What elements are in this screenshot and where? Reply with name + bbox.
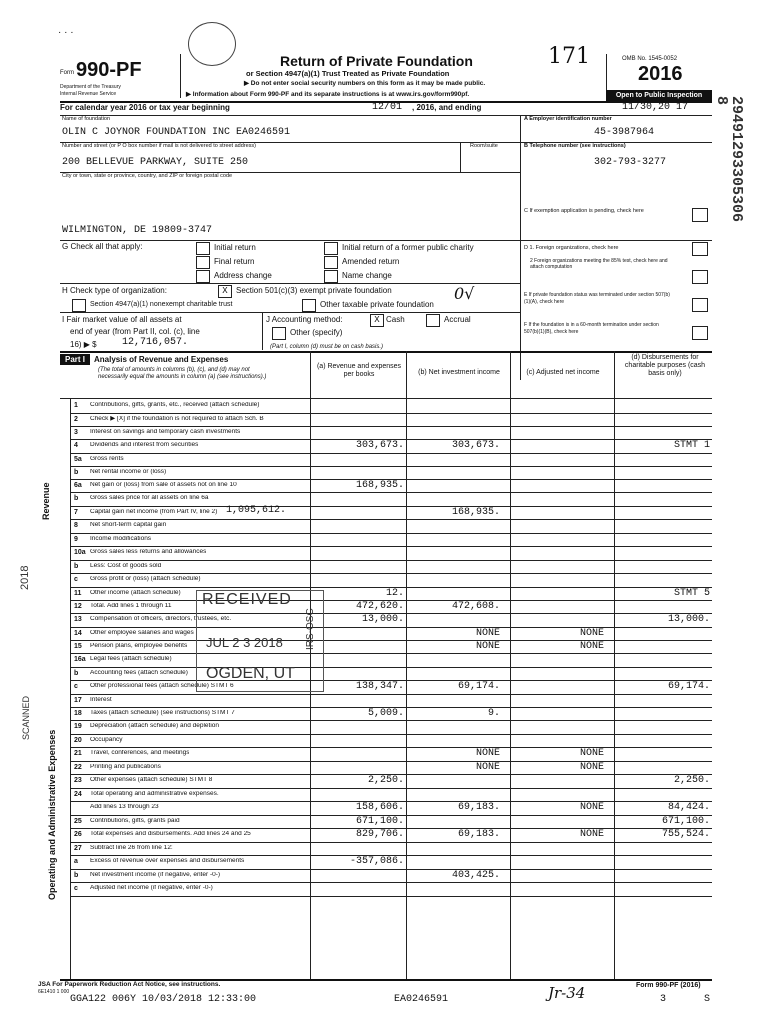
col-a-value: 5,009. — [367, 708, 404, 719]
foreign-85-checkbox[interactable] — [692, 270, 708, 284]
col-d-header: (d) Disbursements for charitable purposes (cash basis only) — [624, 354, 706, 377]
section-501c3-checkbox[interactable]: X — [218, 285, 232, 298]
col-d-value: 69,174. — [667, 681, 710, 692]
check-h-label: H Check type of organization: — [62, 286, 167, 295]
line-label: Total operating and administrative expenses. — [90, 791, 219, 797]
sixty-month-checkbox[interactable] — [692, 326, 708, 340]
city-label: City or town, state or province, country, and ZIP or foreign postal code — [62, 173, 233, 179]
page-number: 3 — [660, 994, 667, 1005]
line-row — [70, 734, 712, 748]
line-label: Net rental income or (loss) — [90, 469, 167, 475]
scribble-mark: · · · — [58, 27, 74, 38]
line-row — [70, 694, 712, 708]
line-row — [70, 453, 712, 467]
page-suffix: S — [704, 994, 711, 1005]
line-label: Other expenses (attach schedule) STMT 8 — [90, 777, 213, 783]
col-c-value: NONE — [579, 628, 604, 639]
address-change-checkbox[interactable] — [196, 270, 210, 283]
form-subtitle: or Section 4947(a)(1) Trust Treated as Private Foundation — [246, 69, 450, 78]
col-a-value: 2,250. — [367, 775, 404, 786]
line-number: 6a — [74, 482, 82, 489]
line-label: Other professional fees (attach schedule) STMT 6 — [90, 683, 234, 689]
line-label: Contributions, gifts, grants paid — [90, 818, 180, 824]
notice-info: ▶ Information about Form 990-PF and its separate instructions is at www.irs.gov/form990pf. — [186, 91, 470, 98]
initial-former-public-label: Initial return of a former public charity — [342, 243, 474, 252]
col-c-value: NONE — [579, 641, 604, 652]
form-number: 990-PF — [76, 59, 142, 81]
col-d-value: 2,250. — [673, 775, 710, 786]
line-number: 4 — [74, 442, 78, 449]
accrual-label: Accrual — [444, 315, 471, 324]
line-label: Printing and publications — [90, 764, 161, 770]
ogden-stamp: OGDEN, UT — [206, 665, 295, 682]
line-label: Net short-term capital gain — [90, 522, 167, 528]
line-number: b — [74, 670, 79, 677]
line-number: 14 — [74, 630, 82, 637]
line-label: Adjusted net income (if negative, enter -0-) — [90, 885, 213, 891]
dln-number: 29491293305306 8 — [713, 96, 745, 223]
final-return-checkbox[interactable] — [196, 256, 210, 269]
foundation-name: OLIN C JOYNOR FOUNDATION INC EA0246591 — [62, 127, 291, 138]
col-a-value: 303,673. — [355, 440, 404, 451]
line-row — [70, 560, 712, 574]
irs-label: Internal Revenue Service — [60, 91, 117, 97]
line-number: b — [74, 563, 79, 570]
line-row — [70, 466, 712, 480]
open-inspection-badge: Open to Public Inspection — [606, 90, 712, 101]
exemption-pending-checkbox[interactable] — [692, 208, 708, 222]
col-a-value: 12. — [385, 588, 404, 599]
col-a-value: 168,935. — [355, 480, 404, 491]
terminated-status-label: E If private foundation status was terminated under section 507(b)(1)(A), check here — [524, 292, 670, 305]
accrual-checkbox[interactable] — [426, 314, 440, 327]
foreign-org-checkbox[interactable] — [692, 242, 708, 256]
cash-checkbox[interactable]: X — [370, 314, 384, 327]
phone-value: 302-793-3277 — [594, 157, 667, 168]
tax-year: 2016 — [638, 63, 683, 85]
line-label: Other employee salaries and wages — [90, 630, 194, 636]
line-number: 7 — [74, 509, 78, 516]
line-label: Subtract line 26 from line 12: — [90, 845, 173, 851]
paperwork-notice: JSA For Paperwork Reduction Act Notice, see instructions. — [38, 981, 221, 988]
initial-return-checkbox[interactable] — [196, 242, 210, 255]
line-number: 25 — [74, 818, 82, 825]
expenses-side-label: Operating and Administrative Expenses — [47, 729, 57, 900]
irs-osc-stamp: IRS-OSC — [305, 608, 316, 650]
side-date-stamp: 2018 — [19, 565, 31, 590]
line-number: a — [74, 858, 78, 865]
col-b-value: 168,935. — [451, 507, 500, 518]
line-label: Gross rents — [90, 456, 124, 462]
col-c-value: NONE — [579, 762, 604, 773]
section-4947-label: Section 4947(a)(1) nonexempt charitable trust — [90, 301, 233, 308]
room-suite-label: Room/suite — [470, 143, 498, 149]
calendar-year-label: For calendar year 2016 or tax year beginning — [60, 103, 230, 112]
line-number: 22 — [74, 764, 82, 771]
col-a-header: (a) Revenue and expenses per books — [316, 363, 402, 378]
cash-label: Cash — [386, 315, 405, 324]
form-reference: Form 990-PF (2016) — [636, 982, 701, 989]
omb-number: OMB No. 1545-0052 — [622, 56, 678, 62]
line-number: 17 — [74, 697, 82, 704]
line-label: Interest on savings and temporary cash investments — [90, 429, 241, 435]
batch-stamp: GGA122 006Y 10/03/2018 12:33:00 — [70, 994, 257, 1005]
col-c-value: NONE — [579, 829, 604, 840]
accounting-method-label: J Accounting method: — [266, 315, 343, 324]
line-number: b — [74, 495, 79, 502]
line-label: Contributions, gifts, grants, etc., received (attach schedule) — [90, 402, 260, 408]
exemption-pending-label: C If exemption application is pending, check here — [524, 208, 644, 214]
ein-value: 45-3987964 — [594, 127, 655, 138]
col-b-value: 69,183. — [457, 802, 500, 813]
line-number: 1 — [74, 402, 78, 409]
line-number: 21 — [74, 750, 82, 757]
scanned-stamp: SCANNED — [21, 695, 31, 740]
sixty-month-label: F If the foundation is in a 60-month termination under section 507(b)(1)(B), check here — [524, 322, 659, 335]
line-number: 23 — [74, 777, 82, 784]
notice-ssn: ▶ Do not enter social security numbers on this form as it may be made public. — [244, 80, 486, 87]
line-label: Pension plans, employee benefits — [90, 643, 188, 649]
line-number: 12 — [74, 603, 82, 610]
check-g-label: G Check all that apply: — [62, 242, 143, 251]
handwritten-circle — [188, 22, 236, 66]
line-label: Accounting fees (attach schedule) — [90, 670, 188, 676]
col-d-value: STMT 5 — [673, 588, 710, 599]
col-b-value: 9. — [487, 708, 500, 719]
line-label: Capital gain net income (from Part IV, line 2) — [90, 509, 218, 515]
amended-return-label: Amended return — [342, 257, 400, 266]
line-number: 16a — [74, 656, 86, 663]
line-row — [70, 533, 712, 547]
tax-year-begin: 12/01 — [372, 102, 403, 113]
tax-year-end: 11/30,20 17 — [622, 102, 689, 113]
foreign-org-label: D 1. Foreign organizations, check here — [524, 245, 619, 251]
final-return-label: Final return — [214, 257, 255, 266]
section-501c3-label: Section 501(c)(3) exempt private foundation — [236, 286, 392, 295]
year-end-label: , 2016, and ending — [412, 103, 482, 112]
line-label: Less: Cost of goods sold — [90, 563, 162, 569]
line-number: 19 — [74, 723, 82, 730]
line-number: 27 — [74, 845, 82, 852]
initial-former-public-checkbox[interactable] — [324, 242, 338, 255]
line-number: 11 — [74, 590, 82, 597]
form-prefix: Form — [60, 70, 74, 76]
col-d-value: 84,424. — [667, 802, 710, 813]
part1-title: Analysis of Revenue and Expenses — [94, 355, 229, 364]
line-number: 24 — [74, 791, 82, 798]
line-number: b — [74, 469, 79, 476]
col-b-value: 472,608. — [451, 601, 500, 612]
line-number: c — [74, 576, 78, 583]
line-number: c — [74, 683, 78, 690]
col-a-value: 829,706. — [355, 829, 404, 840]
col-a-value: -357,086. — [349, 856, 404, 867]
col-b-value: 403,425. — [451, 870, 500, 881]
line-label: Occupancy — [90, 737, 123, 743]
form-title: Return of Private Foundation — [280, 53, 473, 69]
line-number: 13 — [74, 616, 82, 623]
amended-return-checkbox[interactable] — [324, 256, 338, 269]
col-d-value: 671,100. — [661, 816, 710, 827]
line-row — [70, 519, 712, 534]
street-label: Number and street (or P O box number if mail is not delivered to street address) — [62, 143, 257, 149]
line-number: 26 — [74, 831, 82, 838]
line-label: Add lines 13 through 23 — [90, 804, 159, 810]
name-change-checkbox[interactable] — [324, 270, 338, 283]
col-b-value: 303,673. — [451, 440, 500, 451]
col-a-value: 138,347. — [355, 681, 404, 692]
line-number: 18 — [74, 710, 82, 717]
col-b-value: NONE — [475, 748, 500, 759]
col-b-header: (b) Net investment income — [418, 369, 500, 376]
line-label: Excess of revenue over expenses and disbursements — [90, 858, 245, 864]
col-d-value: STMT 1 — [673, 440, 710, 451]
address-change-label: Address change — [214, 271, 272, 280]
handwritten-initials-footer: Jr-34 — [548, 984, 586, 1002]
line-number: 20 — [74, 737, 82, 744]
street-address: 200 BELLEVUE PARKWAY, SUITE 250 — [62, 157, 249, 168]
line-label: Interest — [90, 697, 112, 703]
line-number: 8 — [74, 522, 78, 529]
col-a-value: 671,100. — [355, 816, 404, 827]
other-taxable-checkbox[interactable] — [302, 299, 316, 312]
line-label: Legal fees (attach schedule) — [90, 656, 172, 662]
line-number: 15 — [74, 643, 82, 650]
fmv-label-2: end of year (from Part II, col. (c), line — [70, 327, 200, 336]
line-label: Gross profit or (loss) (attach schedule) — [90, 576, 201, 582]
col-d-value: 13,000. — [667, 614, 710, 625]
gross-sales-value: 1,095,612. — [226, 505, 287, 516]
line-label: Net investment income (if negative, enter -0-) — [90, 872, 221, 878]
dept-treasury: Department of the Treasury — [60, 84, 121, 90]
col-b-value: NONE — [475, 641, 500, 652]
line-label: Travel, conferences, and meetings — [90, 750, 190, 756]
terminated-status-checkbox[interactable] — [692, 298, 708, 312]
line-label: Income modifications — [90, 536, 152, 542]
line-label: Total expenses and disbursements. Add lines 24 and 25 — [90, 831, 251, 837]
col-b-value: NONE — [475, 628, 500, 639]
cash-basis-note: (Part I, column (d) must be on cash basis.) — [270, 344, 384, 350]
line-label: Other income (attach schedule) — [90, 590, 181, 596]
line-label: Gross sales less returns and allowances — [90, 549, 207, 555]
line-label: Compensation of officers, directors, trustees, etc. — [90, 616, 232, 622]
line-label: Check ▶ [X] if the foundation is not required to attach Sch. B — [90, 416, 264, 422]
handwritten-number: 171 — [548, 44, 590, 69]
col-a-value: 158,606. — [355, 802, 404, 813]
line-number: b — [74, 872, 79, 879]
line-number: c — [74, 885, 78, 892]
fmv-label-1: I Fair market value of all assets at — [62, 315, 182, 324]
other-method-label: Other (specify) — [290, 328, 343, 337]
handwritten-initials: 0√ — [454, 284, 475, 303]
initial-return-label: Initial return — [214, 243, 256, 252]
line-row — [70, 761, 712, 775]
col-d-value: 755,524. — [661, 829, 710, 840]
line-label: Gross sales price for all assets on line 6a — [90, 495, 209, 501]
line-label: Depreciation (attach schedule) and depletion — [90, 723, 220, 729]
col-b-value: 69,183. — [457, 829, 500, 840]
col-b-value: 69,174. — [457, 681, 500, 692]
foreign-85-label: 2 Foreign organizations meeting the 85% test, check here and attach computation — [530, 258, 668, 270]
jsa-code: 6E1410 1 000 — [38, 989, 70, 995]
received-stamp: RECEIVED — [202, 591, 292, 608]
fmv-label-3: 16) ▶ $ — [70, 340, 97, 349]
account-number: EA0246591 — [394, 994, 449, 1005]
col-b-value: NONE — [475, 762, 500, 773]
foundation-name-label: Name of foundation — [62, 116, 111, 122]
col-a-value: 13,000. — [361, 614, 404, 625]
revenue-side-label: Revenue — [41, 482, 51, 520]
fmv-value: 12,716,057. — [122, 337, 189, 348]
part1-description: (The total of amounts in columns (b), (c), and (d) may not necessarily equal the amounts in column (a) (see instructions).) — [98, 367, 267, 380]
name-change-label: Name change — [342, 271, 392, 280]
line-label: Net gain or (loss) from sale of assets not on line 10 — [90, 482, 237, 488]
stamp-border — [196, 590, 324, 692]
ein-label: A Employer identification number — [524, 116, 612, 122]
line-number: 5a — [74, 456, 82, 463]
col-a-value: 472,620. — [355, 601, 404, 612]
col-c-value: NONE — [579, 748, 604, 759]
phone-label: B Telephone number (see instructions) — [524, 143, 626, 149]
col-c-value: NONE — [579, 802, 604, 813]
line-number: 10a — [74, 549, 86, 556]
other-taxable-label: Other taxable private foundation — [320, 300, 434, 309]
line-number: 9 — [74, 536, 78, 543]
line-label: Dividends and interest from securities — [90, 442, 199, 448]
part1-badge: Part I — [60, 354, 90, 365]
received-date-stamp: JUL 2 3 2018 — [206, 635, 283, 650]
line-number: 3 — [74, 429, 78, 436]
col-c-header: (c) Adjusted net income — [526, 369, 600, 376]
line-label: Taxes (attach schedule) (see instructions) STMT 7 — [90, 710, 235, 716]
other-method-checkbox[interactable] — [272, 327, 286, 340]
line-label: Total. Add lines 1 through 11 — [90, 603, 172, 609]
city-state-zip: WILMINGTON, DE 19809-3747 — [62, 225, 213, 236]
line-number: 2 — [74, 416, 78, 423]
section-4947-checkbox[interactable] — [72, 299, 86, 312]
